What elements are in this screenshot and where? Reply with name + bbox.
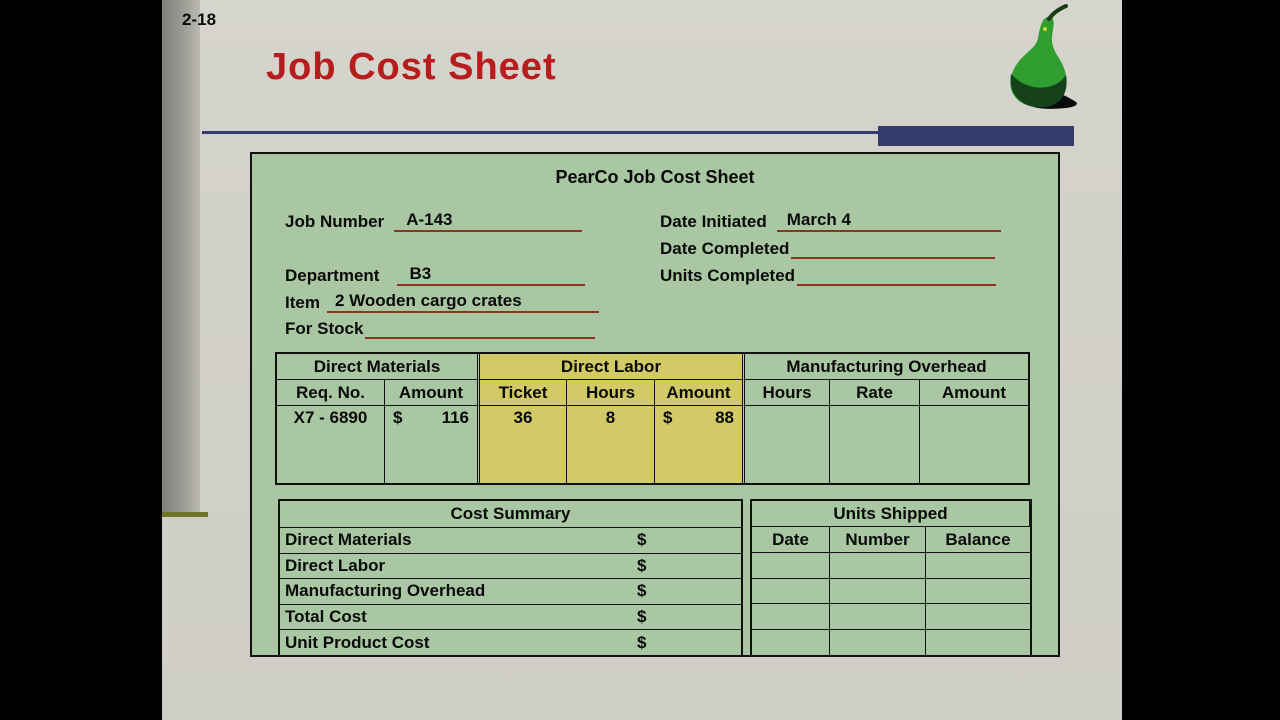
date-initiated-field xyxy=(660,208,1001,232)
col-header-date: Date xyxy=(752,527,830,553)
dl-amount: 88 xyxy=(715,408,734,427)
cost-detail-table xyxy=(275,352,1030,485)
empty-cell xyxy=(926,553,1030,579)
cell-moh-amount xyxy=(920,406,1028,483)
units-completed-value xyxy=(797,262,996,286)
units-shipped-header: Units Shipped xyxy=(752,501,1030,527)
row-label: Manufacturing Overhead xyxy=(285,581,486,601)
department-value: B3 xyxy=(397,262,585,286)
empty-cell xyxy=(830,630,926,656)
slide-title: Job Cost Sheet xyxy=(266,46,557,88)
date-initiated-value: March 4 xyxy=(777,208,1001,232)
empty-cell xyxy=(752,579,830,605)
col-header-dm-amount: Amount xyxy=(385,380,480,406)
units-shipped-table xyxy=(750,499,1032,657)
cost-summary-row-total-cost xyxy=(280,604,741,630)
cost-summary-row-unit-product-cost xyxy=(280,629,741,655)
pear-logo-icon xyxy=(988,4,1100,122)
date-completed-label: Date Completed xyxy=(660,239,790,258)
job-number-value: A-143 xyxy=(394,208,582,232)
date-completed-field xyxy=(660,235,995,259)
currency-sign: $ xyxy=(637,632,647,652)
dm-currency: $ xyxy=(393,408,403,427)
row-label: Total Cost xyxy=(285,607,367,627)
col-header-moh-amount: Amount xyxy=(920,380,1028,406)
direct-labor-header: Direct Labor xyxy=(480,354,745,380)
row-label: Unit Product Cost xyxy=(285,632,430,652)
empty-cell xyxy=(752,553,830,579)
row-label: Direct Materials xyxy=(285,530,412,550)
cell-dm-amount xyxy=(385,406,480,483)
col-header-dl-amount: Amount xyxy=(655,380,745,406)
item-value: 2 Wooden cargo crates xyxy=(327,289,599,313)
title-divider-accent xyxy=(878,126,1074,146)
currency-sign: $ xyxy=(637,530,647,550)
for-stock-field xyxy=(285,315,595,339)
slide-number: 2-18 xyxy=(182,10,217,29)
cost-summary-header: Cost Summary xyxy=(450,504,571,523)
manufacturing-overhead-header: Manufacturing Overhead xyxy=(745,354,1028,380)
dm-amount: 116 xyxy=(441,408,469,427)
item-label: Item xyxy=(285,293,320,312)
presentation-slide xyxy=(162,0,1122,720)
cost-summary-row-manufacturing-overhead xyxy=(280,578,741,604)
cost-summary-row-direct-materials xyxy=(280,527,741,553)
currency-sign: $ xyxy=(637,607,647,627)
left-accent-bar xyxy=(162,0,200,512)
currency-sign: $ xyxy=(637,581,647,601)
cell-ticket: 36 xyxy=(480,406,567,483)
row-label: Direct Labor xyxy=(285,555,386,575)
col-header-number: Number xyxy=(830,527,926,553)
cost-summary-table xyxy=(278,499,743,657)
department-field xyxy=(285,262,585,286)
job-number-label: Job Number xyxy=(285,212,385,231)
empty-cell xyxy=(830,604,926,630)
empty-cell xyxy=(752,630,830,656)
empty-cell xyxy=(752,604,830,630)
units-completed-field xyxy=(660,262,996,286)
cell-req-no: X7 - 6890 xyxy=(277,406,385,483)
department-label: Department xyxy=(285,266,380,285)
empty-cell xyxy=(830,553,926,579)
sheet-title: PearCo Job Cost Sheet xyxy=(555,167,755,187)
col-header-req-no: Req. No. xyxy=(277,380,385,406)
cell-dl-hours: 8 xyxy=(567,406,655,483)
currency-sign: $ xyxy=(637,555,647,575)
dl-currency: $ xyxy=(663,408,673,427)
empty-cell xyxy=(926,630,1030,656)
empty-cell xyxy=(926,579,1030,605)
cost-summary-row-direct-labor xyxy=(280,553,741,579)
for-stock-value xyxy=(365,315,595,339)
col-header-moh-rate: Rate xyxy=(830,380,920,406)
for-stock-label: For Stock xyxy=(285,319,364,338)
date-completed-value xyxy=(791,235,995,259)
job-cost-sheet xyxy=(250,152,1060,657)
direct-materials-header: Direct Materials xyxy=(277,354,480,380)
empty-cell xyxy=(926,604,1030,630)
col-header-ticket: Ticket xyxy=(480,380,567,406)
job-number-field xyxy=(285,208,582,232)
cell-dl-amount xyxy=(655,406,745,483)
empty-cell xyxy=(830,579,926,605)
cell-moh-rate xyxy=(830,406,920,483)
olive-accent-line xyxy=(162,512,208,517)
cell-moh-hours xyxy=(745,406,830,483)
col-header-balance: Balance xyxy=(926,527,1030,553)
units-completed-label: Units Completed xyxy=(660,266,796,285)
item-field xyxy=(285,289,599,313)
col-header-moh-hours: Hours xyxy=(745,380,830,406)
col-header-dl-hours: Hours xyxy=(567,380,655,406)
date-initiated-label: Date Initiated xyxy=(660,212,767,231)
